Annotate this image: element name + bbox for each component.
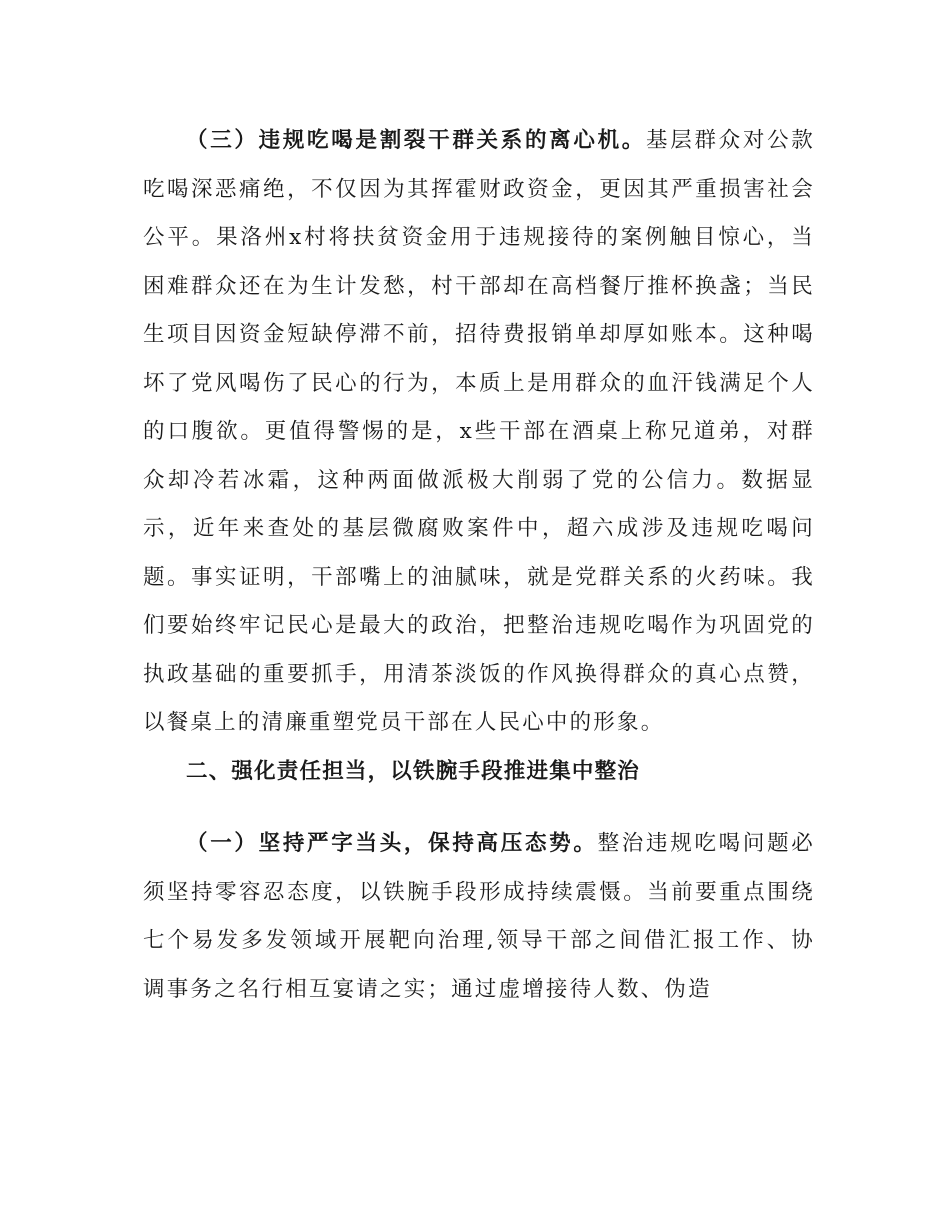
- heading-two: 二、强化责任担当，以铁腕手段推进集中整治: [186, 758, 641, 784]
- section-three-lead: （三）违规吃喝是割裂干群关系的离心机。: [186, 128, 647, 153]
- subsection-one-lead: （一）坚持严字当头，保持高压态势。: [186, 831, 598, 856]
- section-three-body: 基层群众对公款吃喝深恶痛绝，不仅因为其挥霍财政资金，更因其严重损害社会公平。果洛州x村将扶贫资金用于违规接待的案例触目惊心，当困难群众还在为生计发愁，村干部却在高档餐厅推杯换盏；当民生项目因资金短缺停滞不前，招待费报销单却厚如账本。这种喝坏了党风喝伤了民心的行为，本质上是用群众的血汗钱满足个人的口腹欲。更值得警惕的是，x些干部在酒桌上称兄道弟，对群众却冷若冰霜，这种两面做派极大削弱了党的公信力。数据显示，近年来查处的基层微腐败案件中，超六成涉及违规吃喝问题。事实证明，干部嘴上的油腻味，就是党群关系的火药味。我们要始终牢记民心是最大的政治，把整治违规吃喝作为巩固党的执政基础的重要抓手，用清茶淡饭的作风换得群众的真心点赞，以餐桌上的清廉重塑党员干部在人民心中的形象。: [143, 128, 815, 735]
- document-body: [143, 117, 815, 1014]
- paragraph-section-three: [143, 117, 815, 748]
- paragraph-subsection-one: [143, 820, 815, 1014]
- subsection-one-body: 整治违规吃喝问题必须坚持零容忍态度，以铁腕手段形成持续震慑。当前要重点围绕七个易发多发领域开展靶向治理,领导干部之间借汇报工作、协调事务之名行相互宴请之实；通过虚增接待人数、伪造: [143, 831, 815, 1002]
